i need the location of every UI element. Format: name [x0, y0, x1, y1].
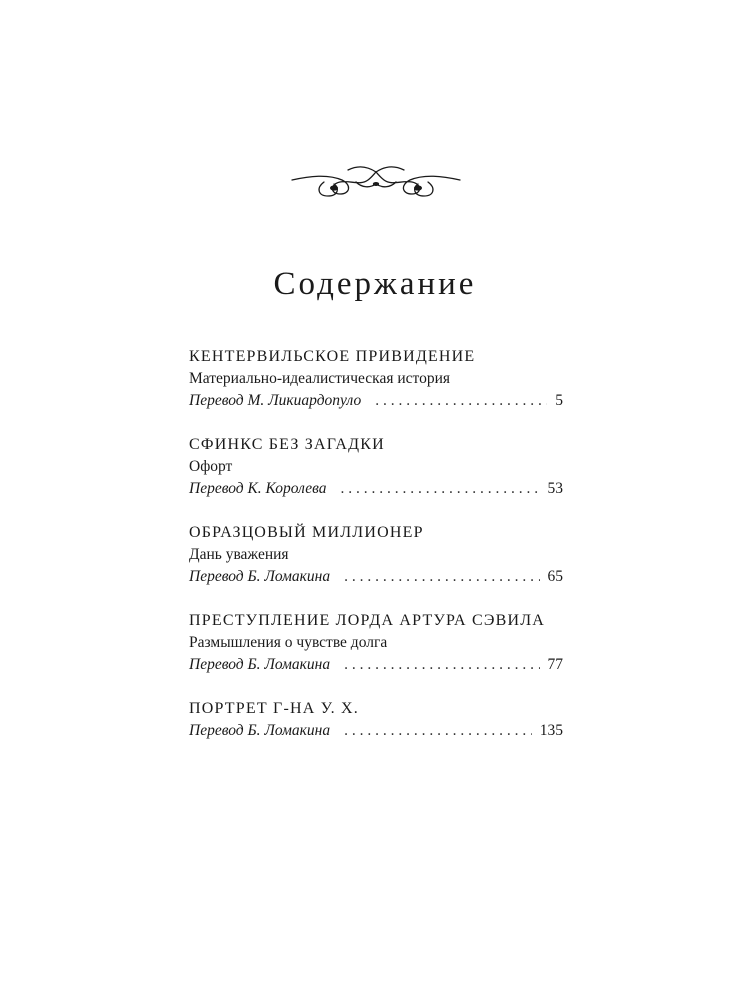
- dot-leader: [344, 720, 532, 742]
- toc-entry: [189, 610, 563, 676]
- entry-page-number: 77: [547, 656, 563, 673]
- toc-entry: [189, 522, 563, 588]
- entry-subtitle: Размышления о чувстве долга: [189, 634, 388, 651]
- toc-entry: [189, 434, 563, 500]
- entry-translator: Перевод Б. Ломакина: [189, 722, 331, 739]
- entry-translator-line: [189, 654, 563, 676]
- toc-entry: [189, 346, 563, 412]
- entry-page-number: 65: [547, 568, 563, 585]
- dot-leader: [344, 654, 539, 676]
- entry-translator-line: [189, 566, 563, 588]
- entry-translator: Перевод Б. Ломакина: [189, 568, 331, 585]
- entry-translator-line: [189, 720, 563, 742]
- entry-page-number: 5: [555, 392, 563, 409]
- dot-leader: [341, 478, 540, 500]
- entry-translator: Перевод М. Ликиардопуло: [189, 392, 362, 409]
- toc-entry: [189, 698, 563, 742]
- entry-title: ПОРТРЕТ Г-НА У. Х.: [189, 700, 359, 717]
- entry-subtitle: Офорт: [189, 458, 233, 475]
- entry-title: КЕНТЕРВИЛЬСКОЕ ПРИВИДЕНИЕ: [189, 348, 476, 365]
- entry-page-number: 53: [547, 480, 563, 497]
- page-title: Содержание: [273, 266, 477, 302]
- entry-subtitle: Материально-идеалистическая история: [189, 370, 451, 387]
- entry-translator: Перевод Б. Ломакина: [189, 656, 331, 673]
- entry-title: ОБРАЗЦОВЫЙ МИЛЛИОНЕР: [189, 524, 424, 541]
- entry-title: ПРЕСТУПЛЕНИЕ ЛОРДА АРТУРА СЭВИЛА: [189, 612, 546, 629]
- dot-leader: [375, 390, 547, 412]
- entry-subtitle: Дань уважения: [189, 546, 289, 563]
- entry-translator: Перевод К. Королева: [189, 480, 327, 497]
- dot-leader: [344, 566, 539, 588]
- entry-page-number: 135: [539, 722, 563, 739]
- flourish-ornament: [290, 158, 462, 204]
- entry-translator-line: [189, 478, 563, 500]
- entry-translator-line: [189, 390, 563, 412]
- entry-title: СФИНКС БЕЗ ЗАГАДКИ: [189, 436, 385, 453]
- table-of-contents: [189, 346, 563, 764]
